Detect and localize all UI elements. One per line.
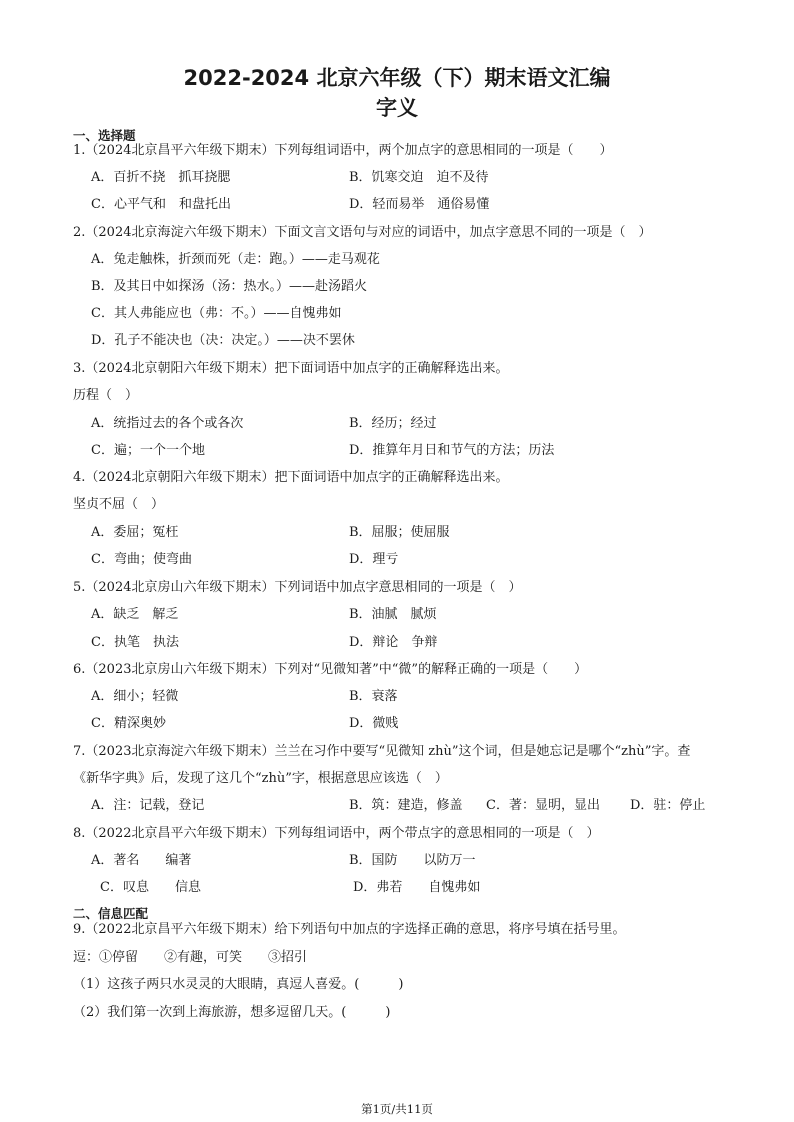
- question-1-stem: 1.（2024北京昌平六年级下期末）下列每组词语中，两个加点字的意思相同的一项是（ ）: [73, 143, 613, 158]
- question-2-option-b: B．及其日中如探汤（汤：热水。）——赴汤蹈火: [91, 279, 368, 294]
- question-9-sentence-2: （2）我们第一次到上海旅游，想多逗留几天。( ): [73, 1005, 391, 1020]
- question-7-stem-line1: 7.（2023北京海淀六年级下期末）兰兰在习作中要写“见微知 zhù”这个词，但是她忘记是哪个“zhù”字。查: [73, 744, 691, 759]
- question-9-stem: 9.（2022北京昌平六年级下期末）给下列语句中加点的字选择正确的意思，将序号填在括号里。: [73, 922, 626, 937]
- question-5-option-c: C．执笔 执法: [91, 635, 179, 650]
- page-footer: 第1页/共11页: [361, 1102, 433, 1116]
- question-5-stem: 5.（2024北京房山六年级下期末）下列词语中加点字意思相同的一项是（ ）: [73, 580, 522, 595]
- question-3-option-d: D．推算年月日和节气的方法；历法: [349, 443, 555, 458]
- question-6-option-c: C．精深奥妙: [91, 716, 166, 731]
- question-7-option-b: B．筑：建造，修盖: [349, 798, 463, 813]
- question-3-option-b: B．经历；经过: [349, 416, 437, 431]
- question-3-option-c: C．遍；一个一个地: [91, 443, 205, 458]
- question-2-option-a: A．兔走触株，折颈而死（走：跑。）——走马观花: [91, 252, 380, 267]
- question-3-stem: 3.（2024北京朝阳六年级下期末）把下面词语中加点字的正确解释选出来。: [73, 361, 509, 376]
- question-8-option-c: C．叹息 信息: [100, 880, 201, 895]
- question-7-option-a: A．注：记载，登记: [91, 798, 205, 813]
- question-4-stem: 4.（2024北京朝阳六年级下期末）把下面词语中加点字的正确解释选出来。: [73, 470, 509, 485]
- question-1-option-b: B．饥寒交迫 迫不及待: [349, 170, 489, 185]
- section-heading-matching: 二、信息匹配: [73, 906, 149, 921]
- question-1-option-d: D．轻而易举 通俗易懂: [349, 197, 490, 212]
- question-8-option-d: D．弗若 自愧弗如: [353, 880, 481, 895]
- question-9-options: 逗：①停留 ②有趣，可笑 ③招引: [73, 950, 308, 965]
- question-7-option-c: C．著：显明，显出: [486, 798, 600, 813]
- question-5-option-a: A．缺乏 解乏: [91, 607, 179, 622]
- question-8-option-b: B．国防 以防万一: [349, 853, 476, 868]
- question-3-option-a: A．统指过去的各个或各次: [91, 416, 244, 431]
- question-1-option-a: A．百折不挠 抓耳挠腮: [91, 170, 231, 185]
- question-6-option-b: B．衰落: [349, 689, 398, 704]
- question-9-sentence-1: （1）这孩子两只水灵灵的大眼睛，真逗人喜爱。( ): [73, 977, 404, 992]
- question-2-stem: 2.（2024北京海淀六年级下期末）下面文言文语句与对应的词语中，加点字意思不同的一项是（ ）: [73, 225, 652, 240]
- question-4-option-a: A．委屈；冤枉: [91, 525, 179, 540]
- question-6-option-d: D．微贱: [349, 716, 399, 731]
- question-4-option-b: B．屈服；使屈服: [349, 525, 450, 540]
- question-7-stem-line2: 《新华字典》后，发现了这几个“zhù”字，根据意思应该选（ ）: [73, 771, 448, 786]
- question-8-stem: 8.（2022北京昌平六年级下期末）下列每组词语中，两个带点字的意思相同的一项是（ ）: [73, 826, 600, 841]
- document-title: 2022-2024 北京六年级（下）期末语文汇编: [183, 66, 611, 90]
- question-1-option-c: C．心平气和 和盘托出: [91, 197, 231, 212]
- question-4-option-d: D．理亏: [349, 552, 399, 567]
- section-heading-choice: 一、选择题: [73, 128, 136, 143]
- question-7-option-d: D．驻：停止: [630, 798, 706, 813]
- question-2-option-c: C．其人弗能应也（弗：不。）——自愧弗如: [91, 306, 342, 321]
- question-3-word: 历程（ ）: [73, 388, 139, 403]
- question-2-option-d: D．孔子不能决也（决：决定。）——决不罢休: [91, 333, 355, 348]
- question-8-option-a: A．著名 编著: [91, 853, 192, 868]
- question-4-word: 坚贞不屈（ ）: [73, 497, 165, 512]
- question-6-option-a: A．细小；轻微: [91, 689, 179, 704]
- question-5-option-d: D．辩论 争辩: [349, 635, 438, 650]
- document-subtitle: 字义: [376, 96, 418, 120]
- question-6-stem: 6.（2023北京房山六年级下期末）下列对“见微知著”中“微”的解释正确的一项是（ ）: [73, 662, 588, 677]
- question-4-option-c: C．弯曲；使弯曲: [91, 552, 192, 567]
- question-5-option-b: B．油腻 腻烦: [349, 607, 437, 622]
